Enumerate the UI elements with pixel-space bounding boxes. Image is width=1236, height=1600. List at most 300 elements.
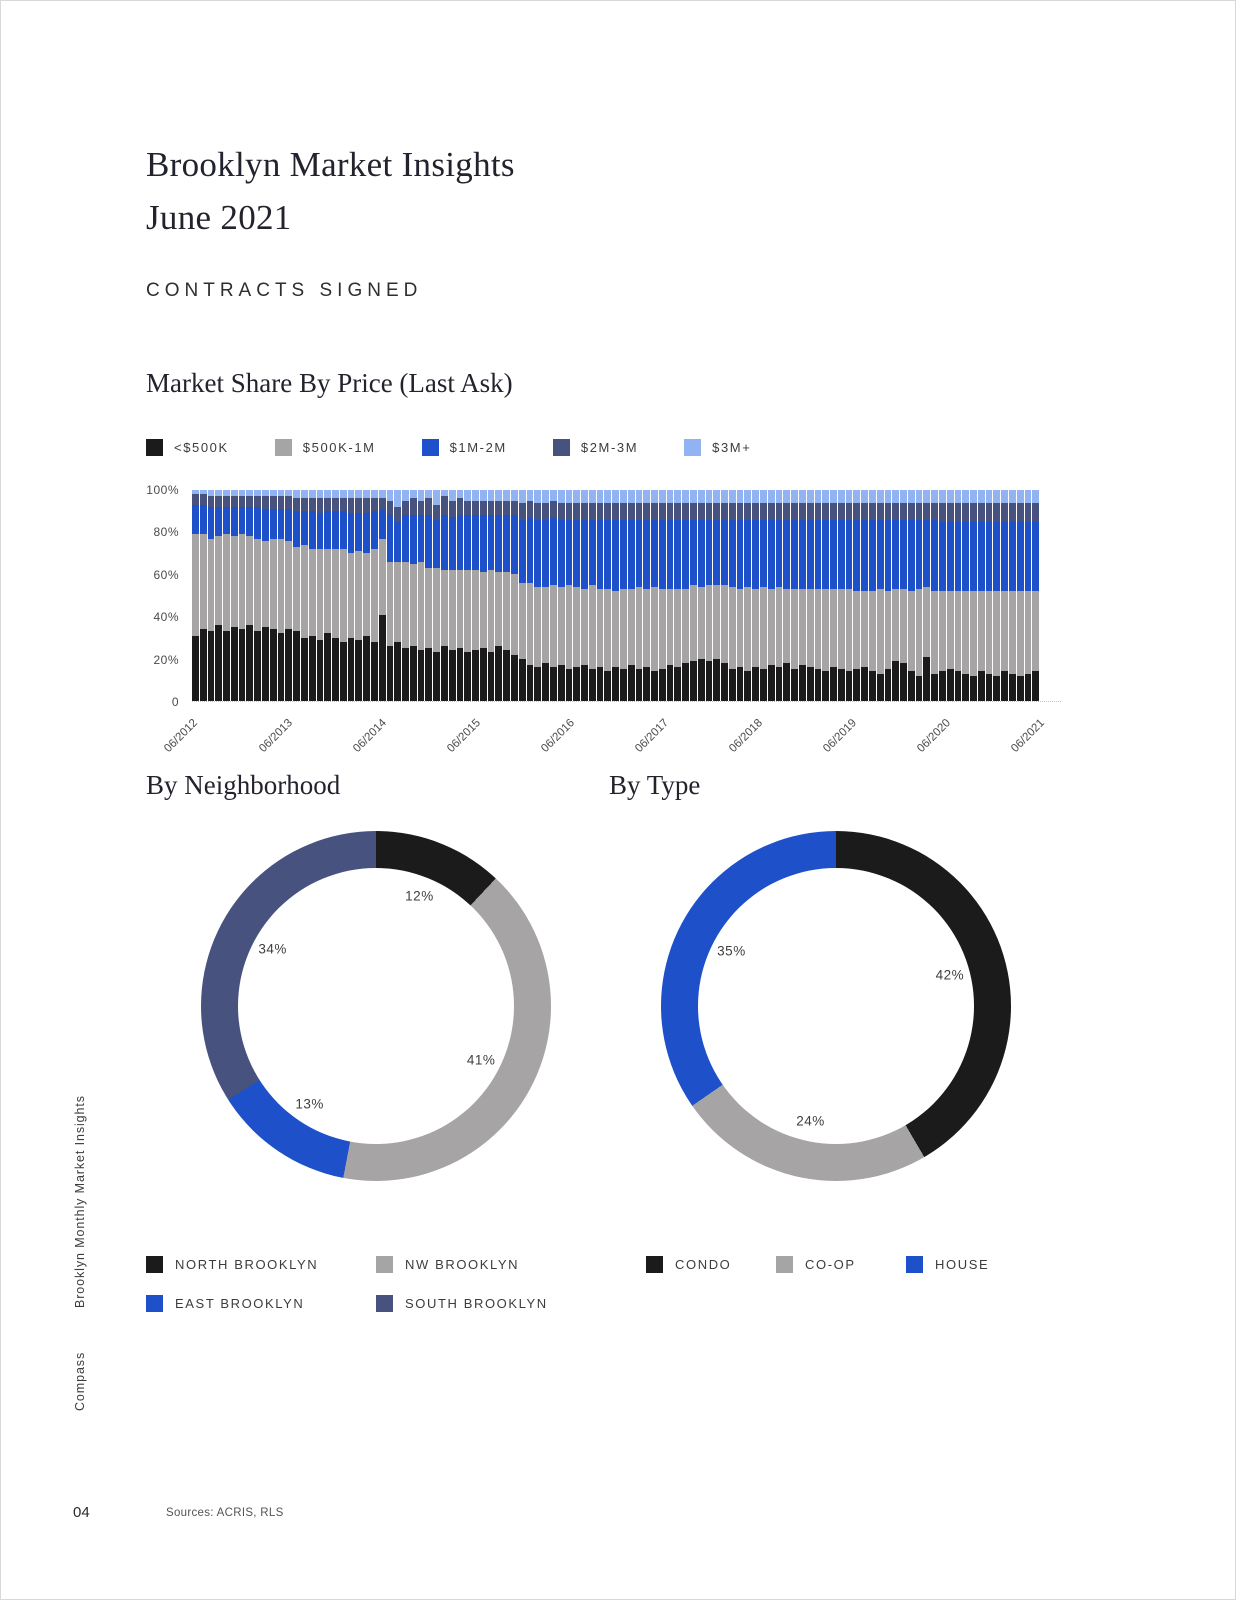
price-bar xyxy=(348,490,355,701)
price-bar-segment xyxy=(822,589,829,671)
price-bar-segment xyxy=(503,490,510,501)
price-bar xyxy=(223,490,230,701)
price-bar-segment xyxy=(744,587,751,671)
price-bar xyxy=(1001,490,1008,701)
price-bar-segment xyxy=(659,589,666,669)
price-bar-segment xyxy=(542,587,549,663)
price-bar-segment xyxy=(768,503,775,520)
price-bar-segment xyxy=(822,520,829,590)
price-chart-x-axis xyxy=(162,701,1048,779)
price-bar-segment xyxy=(425,568,432,648)
price-bar-segment xyxy=(885,520,892,592)
legend-swatch xyxy=(275,439,292,456)
price-bar-segment xyxy=(425,490,432,498)
price-bar-segment xyxy=(659,520,666,590)
price-bar-segment xyxy=(239,534,246,629)
price-bar-segment xyxy=(721,585,728,663)
price-bar-segment xyxy=(441,496,448,515)
price-bar-segment xyxy=(480,572,487,648)
price-bar xyxy=(511,490,518,701)
price-bar-segment xyxy=(457,515,464,570)
price-bar-segment xyxy=(908,671,915,701)
price-bar-segment xyxy=(799,589,806,665)
price-bar-segment xyxy=(581,503,588,520)
x-axis-label-text: 06/2021 xyxy=(1009,717,1048,755)
legend-label: $1M-2M xyxy=(449,440,507,455)
x-axis-label xyxy=(216,713,295,755)
price-bar xyxy=(394,490,401,701)
price-bar-segment xyxy=(636,587,643,669)
price-bar-segment xyxy=(387,501,394,516)
price-bar xyxy=(317,490,324,701)
price-bar xyxy=(371,490,378,701)
price-bar-segment xyxy=(643,520,650,590)
price-bar-segment xyxy=(760,587,767,669)
price-bar-segment xyxy=(830,520,837,590)
price-bar xyxy=(682,490,689,701)
price-bar-segment xyxy=(892,490,899,503)
donut-section xyxy=(146,770,1061,1312)
price-bar-segment xyxy=(457,490,464,498)
price-bar-segment xyxy=(830,503,837,520)
price-bar-segment xyxy=(379,539,386,615)
price-bar-segment xyxy=(947,591,954,669)
price-bar-segment xyxy=(457,570,464,648)
price-bar-segment xyxy=(877,503,884,520)
price-bar-segment xyxy=(348,553,355,637)
type-donut-wrap xyxy=(661,831,1061,1181)
price-bar-segment xyxy=(589,503,596,520)
donut-percent-label: 13% xyxy=(295,1096,324,1112)
price-bar-segment xyxy=(620,669,627,701)
price-bar-segment xyxy=(970,676,977,701)
price-bar-segment xyxy=(410,498,417,515)
price-bar-segment xyxy=(464,570,471,652)
price-bar-segment xyxy=(791,490,798,503)
x-axis-label-text: 06/2016 xyxy=(539,717,577,755)
price-bar-segment xyxy=(877,520,884,590)
price-bar-segment xyxy=(955,503,962,522)
price-bar-segment xyxy=(254,539,261,632)
price-bar-segment xyxy=(293,547,300,631)
price-bar-segment xyxy=(690,661,697,701)
price-bar-segment xyxy=(550,517,557,585)
price-bar-segment xyxy=(534,667,541,701)
price-bar xyxy=(488,490,495,701)
price-chart-legend xyxy=(146,439,1061,456)
price-bar xyxy=(464,490,471,701)
price-bar-segment xyxy=(441,646,448,701)
price-chart-bars xyxy=(192,490,1039,701)
price-bar-segment xyxy=(923,657,930,701)
price-bar-segment xyxy=(830,667,837,701)
price-bar-segment xyxy=(581,490,588,503)
price-bar-segment xyxy=(737,667,744,701)
price-bar xyxy=(815,490,822,701)
price-bar-segment xyxy=(495,572,502,646)
price-bar-segment xyxy=(698,587,705,659)
price-bar-segment xyxy=(558,490,565,503)
price-bar-segment xyxy=(355,513,362,551)
price-bar-segment xyxy=(433,490,440,505)
price-bar xyxy=(955,490,962,701)
x-axis-label xyxy=(593,713,672,755)
price-bar xyxy=(503,490,510,701)
x-axis-label xyxy=(875,713,954,755)
price-bar-segment xyxy=(433,520,440,569)
price-bar xyxy=(986,490,993,701)
price-bar xyxy=(254,490,261,701)
price-bar-segment xyxy=(815,490,822,503)
price-bar xyxy=(690,490,697,701)
price-bar-segment xyxy=(379,509,386,539)
price-bar-segment xyxy=(410,490,417,498)
price-bar-segment xyxy=(371,642,378,701)
type-donut-chart xyxy=(661,831,1011,1181)
price-bar-segment xyxy=(371,511,378,549)
price-bar xyxy=(721,490,728,701)
price-bar xyxy=(822,490,829,701)
legend-item xyxy=(146,1295,376,1312)
price-bar-segment xyxy=(597,667,604,701)
legend-label: CO-OP xyxy=(805,1257,856,1272)
price-bar-segment xyxy=(729,669,736,701)
price-bar xyxy=(425,490,432,701)
price-bar-segment xyxy=(923,490,930,503)
legend-label: <$500K xyxy=(174,440,229,455)
price-bar xyxy=(495,490,502,701)
price-bar-segment xyxy=(612,490,619,503)
price-bar-segment xyxy=(604,589,611,671)
price-bar-segment xyxy=(317,513,324,549)
price-bar-segment xyxy=(1017,591,1024,675)
price-bar-segment xyxy=(402,515,409,561)
price-bar-segment xyxy=(690,503,697,520)
price-bar-segment xyxy=(1025,490,1032,503)
price-bar-segment xyxy=(394,490,401,507)
price-bar-segment xyxy=(1017,490,1024,503)
price-bar-segment xyxy=(1009,591,1016,673)
price-bar-segment xyxy=(355,640,362,701)
price-bar-segment xyxy=(604,503,611,520)
price-bar xyxy=(892,490,899,701)
price-bar-segment xyxy=(651,671,658,701)
price-bar-segment xyxy=(799,520,806,590)
price-bar-segment xyxy=(846,671,853,701)
price-bar-segment xyxy=(200,629,207,701)
price-bar-segment xyxy=(270,539,277,630)
price-bar-segment xyxy=(822,490,829,503)
price-bar-segment xyxy=(495,646,502,701)
price-bar-segment xyxy=(947,522,954,592)
price-bar-segment xyxy=(597,503,604,520)
price-bar-segment xyxy=(737,520,744,590)
price-bar-segment xyxy=(791,503,798,520)
price-bar xyxy=(620,490,627,701)
price-bar-segment xyxy=(713,585,720,659)
price-bar-segment xyxy=(495,501,502,516)
price-bar-segment xyxy=(869,671,876,701)
price-bar-segment xyxy=(620,490,627,503)
price-bar-segment xyxy=(566,520,573,585)
page-number: 04 xyxy=(73,1504,90,1521)
price-bar-segment xyxy=(776,520,783,588)
price-bar xyxy=(231,490,238,701)
price-bar-segment xyxy=(589,520,596,585)
neighborhood-donut-chart xyxy=(201,831,551,1181)
price-bar-segment xyxy=(262,627,269,701)
price-bar xyxy=(752,490,759,701)
price-bar-segment xyxy=(986,591,993,673)
price-bar xyxy=(285,490,292,701)
price-bar-segment xyxy=(1032,591,1039,671)
price-bar-segment xyxy=(853,503,860,520)
price-bar xyxy=(604,490,611,701)
sidebar-brand: Compass xyxy=(73,1351,87,1411)
price-bar-segment xyxy=(348,513,355,553)
price-bar-segment xyxy=(916,676,923,701)
price-bar-segment xyxy=(542,503,549,520)
price-bar xyxy=(192,490,199,701)
price-bar-segment xyxy=(293,498,300,511)
price-bar-segment xyxy=(215,536,222,625)
price-bar-segment xyxy=(760,669,767,701)
x-axis-label xyxy=(122,713,201,755)
donut-percent-label: 35% xyxy=(717,943,746,959)
price-bar xyxy=(457,490,464,701)
price-bar-segment xyxy=(908,520,915,592)
price-bar-segment xyxy=(457,498,464,515)
y-axis-label: 60% xyxy=(153,567,179,582)
price-bar-segment xyxy=(713,503,720,520)
price-bar-segment xyxy=(612,520,619,592)
content xyxy=(146,1,1061,1312)
price-bar-segment xyxy=(993,503,1000,522)
price-bar-segment xyxy=(223,496,230,507)
price-bar-segment xyxy=(885,591,892,669)
price-bar-segment xyxy=(511,655,518,701)
price-bar xyxy=(799,490,806,701)
price-bar-segment xyxy=(674,503,681,520)
price-bar-segment xyxy=(620,520,627,590)
price-bar-segment xyxy=(246,507,253,537)
price-bar-segment xyxy=(597,520,604,590)
price-bar xyxy=(433,490,440,701)
price-bar-segment xyxy=(636,520,643,588)
price-bar-segment xyxy=(643,490,650,503)
price-bar xyxy=(589,490,596,701)
legend-swatch xyxy=(146,1295,163,1312)
price-bar-segment xyxy=(488,570,495,652)
price-bar-segment xyxy=(1001,522,1008,592)
donut-percent-label: 24% xyxy=(796,1113,825,1129)
x-axis-label-text: 06/2015 xyxy=(444,717,483,755)
price-bar-segment xyxy=(394,562,401,642)
price-bar xyxy=(550,490,557,701)
x-axis-label-text: 06/2019 xyxy=(821,717,860,755)
price-bar-segment xyxy=(558,665,565,701)
price-bar-segment xyxy=(285,509,292,541)
price-bar-segment xyxy=(1017,522,1024,592)
price-bar-segment xyxy=(566,585,573,669)
legend-item xyxy=(376,1295,606,1312)
price-bar-segment xyxy=(885,490,892,503)
price-bar-segment xyxy=(698,659,705,701)
price-bar-segment xyxy=(254,631,261,701)
price-bar-segment xyxy=(807,503,814,520)
x-axis-label-text: 06/2017 xyxy=(633,717,672,755)
price-bar-segment xyxy=(783,589,790,663)
price-bar-segment xyxy=(807,667,814,701)
price-bar-segment xyxy=(387,562,394,646)
price-bar-segment xyxy=(285,496,292,509)
price-bar-segment xyxy=(853,490,860,503)
price-chart-plot xyxy=(162,490,1061,755)
price-bar-segment xyxy=(659,490,666,503)
price-bar-segment xyxy=(752,667,759,701)
price-bar xyxy=(534,490,541,701)
price-bar-segment xyxy=(721,490,728,503)
price-bar-segment xyxy=(340,642,347,701)
price-bar xyxy=(869,490,876,701)
price-bar-segment xyxy=(223,534,230,631)
neighborhood-donut-hole xyxy=(238,868,514,1144)
price-bar-segment xyxy=(394,522,401,562)
price-bar-segment xyxy=(698,490,705,503)
price-bar xyxy=(480,490,487,701)
legend-swatch xyxy=(776,1256,793,1273)
price-bar-segment xyxy=(457,648,464,701)
y-axis-label: 100% xyxy=(146,483,179,497)
price-bar-segment xyxy=(799,490,806,503)
price-bar-segment xyxy=(1001,503,1008,522)
price-bar-segment xyxy=(737,490,744,503)
price-bar-segment xyxy=(402,648,409,701)
price-bar-segment xyxy=(317,640,324,701)
price-bar xyxy=(472,490,479,701)
price-bar-segment xyxy=(503,515,510,572)
price-bar-segment xyxy=(573,587,580,667)
price-bar-segment xyxy=(636,669,643,701)
x-axis-label-text: 06/2018 xyxy=(727,717,766,755)
neighborhood-section xyxy=(146,770,609,1312)
price-bar xyxy=(807,490,814,701)
price-bar-segment xyxy=(900,663,907,701)
price-bar-segment xyxy=(270,629,277,701)
price-bar-segment xyxy=(285,629,292,701)
price-bar-segment xyxy=(418,650,425,701)
neighborhood-donut-wrap xyxy=(201,831,609,1181)
price-bar-segment xyxy=(402,501,409,516)
price-bar-segment xyxy=(908,591,915,671)
price-bar-segment xyxy=(1001,671,1008,701)
price-bar-segment xyxy=(418,501,425,516)
price-bar-segment xyxy=(550,667,557,701)
price-bar-segment xyxy=(799,503,806,520)
price-bar-segment xyxy=(355,498,362,513)
price-bar-segment xyxy=(1001,490,1008,503)
price-bar-segment xyxy=(651,503,658,520)
price-bar-segment xyxy=(542,663,549,701)
price-bar xyxy=(1017,490,1024,701)
price-bar-segment xyxy=(309,549,316,636)
price-bar xyxy=(387,490,394,701)
price-bar-segment xyxy=(410,564,417,646)
price-bar-segment xyxy=(993,591,1000,675)
price-bar-segment xyxy=(783,663,790,701)
legend-label: $2M-3M xyxy=(580,440,639,455)
price-bar xyxy=(908,490,915,701)
price-bar-segment xyxy=(200,505,207,535)
price-bar-segment xyxy=(807,589,814,667)
price-bar-segment xyxy=(200,534,207,629)
price-bar-segment xyxy=(939,671,946,701)
price-bar-segment xyxy=(573,490,580,503)
legend-swatch xyxy=(422,439,439,456)
price-bar xyxy=(581,490,588,701)
price-bar-segment xyxy=(488,490,495,501)
price-bar-segment xyxy=(317,490,324,498)
price-bar xyxy=(737,490,744,701)
price-bar-segment xyxy=(566,490,573,503)
legend-item xyxy=(646,1256,776,1273)
price-bar-segment xyxy=(955,522,962,592)
price-bar-segment xyxy=(962,503,969,522)
price-bar-segment xyxy=(472,515,479,570)
price-bar-segment xyxy=(604,671,611,701)
price-bar-segment xyxy=(239,496,246,507)
price-bar xyxy=(612,490,619,701)
price-bar xyxy=(698,490,705,701)
price-bar-segment xyxy=(776,490,783,503)
price-bar-segment xyxy=(939,503,946,522)
price-bar-segment xyxy=(363,553,370,635)
price-bar-segment xyxy=(861,591,868,667)
price-bar-segment xyxy=(830,490,837,503)
price-bar-segment xyxy=(488,652,495,701)
price-bar-segment xyxy=(667,665,674,701)
donut-percent-label: 41% xyxy=(466,1052,496,1068)
price-bar xyxy=(246,490,253,701)
price-bar-segment xyxy=(449,517,456,570)
price-bar-segment xyxy=(480,490,487,501)
price-bar-segment xyxy=(511,501,518,516)
legend-label: $3M+ xyxy=(712,440,752,455)
price-bar-segment xyxy=(721,520,728,585)
price-bar xyxy=(853,490,860,701)
price-bar-segment xyxy=(931,490,938,503)
price-bar xyxy=(947,490,954,701)
price-bar-segment xyxy=(737,589,744,667)
price-bar-segment xyxy=(604,490,611,503)
price-bar-segment xyxy=(986,503,993,522)
price-bar-segment xyxy=(729,587,736,669)
price-bar-segment xyxy=(519,659,526,701)
price-bar xyxy=(208,490,215,701)
price-bar-segment xyxy=(752,520,759,590)
price-bar-segment xyxy=(962,674,969,701)
price-bar-segment xyxy=(441,570,448,646)
price-bar-segment xyxy=(589,490,596,503)
price-bar-segment xyxy=(768,589,775,665)
price-bar xyxy=(916,490,923,701)
price-bar-segment xyxy=(387,490,394,501)
page-title-line2: June 2021 xyxy=(146,197,292,237)
price-bar xyxy=(877,490,884,701)
price-bar-segment xyxy=(667,490,674,503)
price-bar-segment xyxy=(309,511,316,549)
price-bar-segment xyxy=(830,589,837,667)
